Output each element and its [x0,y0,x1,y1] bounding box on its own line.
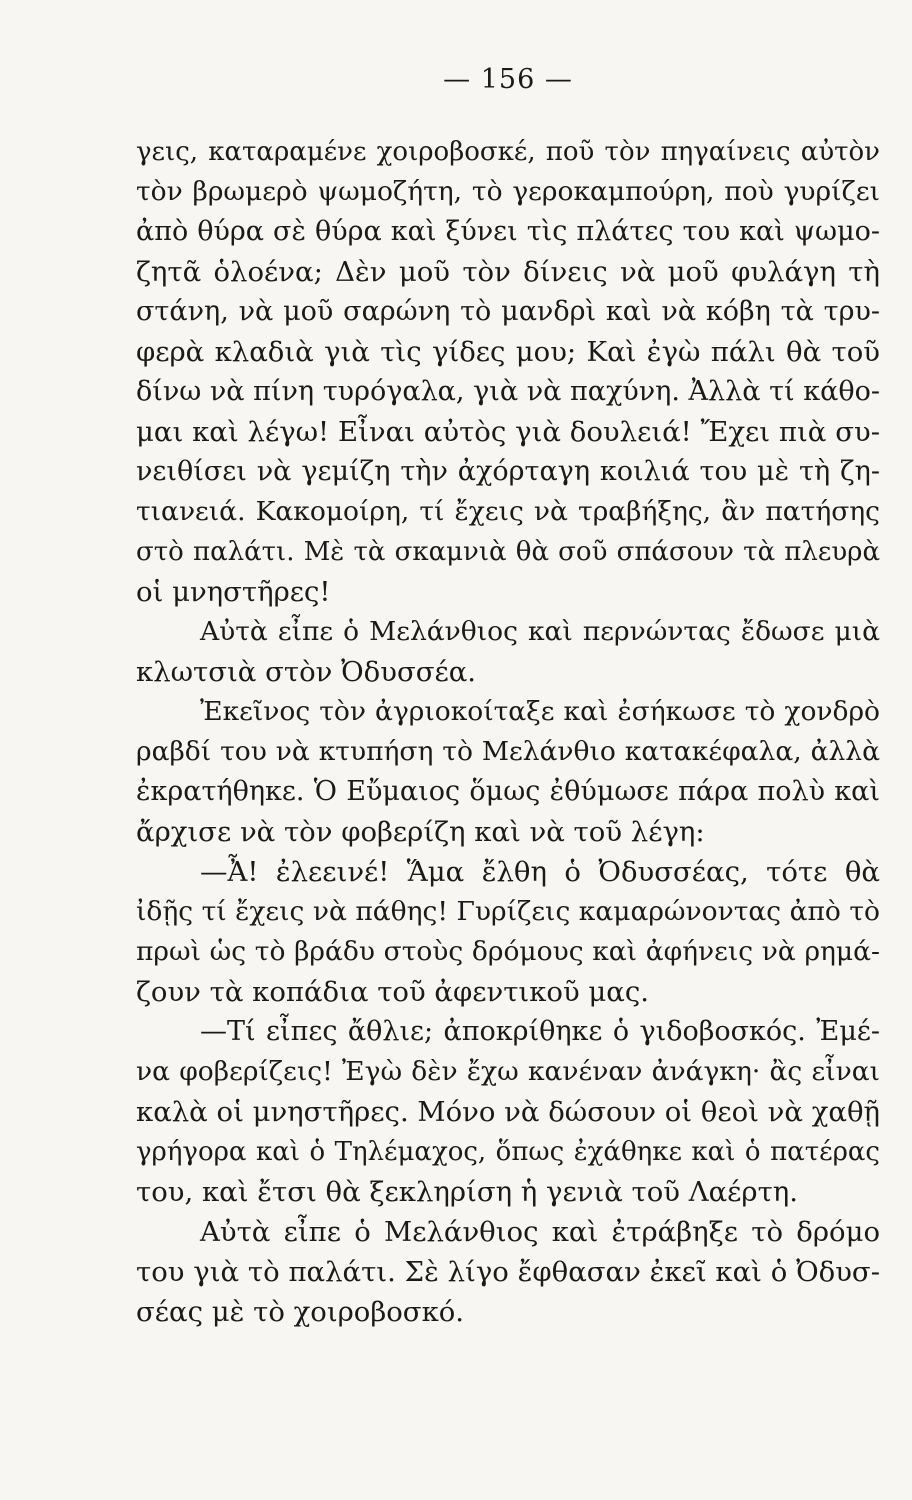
text-line: ἀπὸ θύρα σὲ θύρα καὶ ξύνει τὶς πλάτες του καὶ ψωμο- [136,216,880,247]
text-line: νειθίσει νὰ γεμίζη τὴν ἀχόρταγη κοιλιά του μὲ τὴ ζη- [136,456,880,487]
text-line: Αὐτὰ εἶπε ὁ Μελάνθιος καὶ ἐτράβηξε τὸ δρόμο [200,1216,880,1248]
text-line: δίνω νὰ πίνη τυρόγαλα, γιὰ νὰ παχύνη. Ἀλλὰ τί κάθο- [136,376,880,407]
text-line: στάνη, νὰ μοῦ σαρώνη τὸ μανδρὶ καὶ νὰ κόβη τὰ τρυ- [136,296,880,327]
book-page [136,60,880,1460]
text-line: κλωτσιὰ στὸν Ὀδυσσέα. [136,656,477,688]
body-text [136,132,880,1332]
text-line: Ἐκεῖνος τὸν ἀγριοκοίταξε καὶ ἐσήκωσε τὸ χονδρὸ [200,696,880,727]
text-line: μαι καὶ λέγω! Εἶναι αὐτὸς γιὰ δουλειά! Ἔχει πιὰ συ- [136,416,880,448]
text-line: ἰδῇς τί ἔχεις νὰ πάθης! Γυρίζεις καμαρώνοντας ἀπὸ τὸ [136,896,880,927]
text-line: στὸ παλάτι. Μὲ τὰ σκαμνιὰ θὰ σοῦ σπάσουν τὰ πλευρὰ [136,537,880,567]
text-line: ζητᾶ ὁλοένα; Δὲν μοῦ τὸν δίνεις νὰ μοῦ φυλάγη τὴ [136,256,880,288]
text-line: ἐκρατήθηκε. Ὁ Εὔμαιος ὅμως ἐθύμωσε πάρα πολὺ καὶ [136,776,880,807]
text-line: γεις, καταραμένε χοιροβοσκέ, ποῦ τὸν πηγαίνεις αὐτὸν [136,137,880,167]
text-line: φερὰ κλαδιὰ γιὰ τὶς γίδες μου; Καὶ ἐγὼ πάλι θὰ τοῦ [136,336,880,368]
text-line: Αὐτὰ εἶπε ὁ Μελάνθιος καὶ περνώντας ἔδωσε μιὰ [200,616,880,647]
text-line: οἱ μνηστῆρες! [136,576,331,608]
text-line: ραβδί του νὰ κτυπήση τὸ Μελάνθιο κατακέφαλα, ἀλλὰ [136,736,880,767]
text-line: πρωὶ ὡς τὸ βράδυ στοὺς δρόμους καὶ ἀφήνεις νὰ ρημά- [136,936,880,967]
text-line: ἄρχισε νὰ τὸν φοβερίζη καὶ νὰ τοῦ λέγη: [136,816,705,848]
text-line: τιανειά. Κακομοίρη, τί ἔχεις νὰ τραβήξης, ἂν πατήσης [136,496,880,527]
text-line: καλὰ οἱ μνηστῆρες. Μόνο νὰ δώσουν οἱ θεοὶ νὰ χαθῇ [136,1096,880,1128]
text-line: να φοβερίζεις! Ἐγὼ δὲν ἔχω κανέναν ἀνάγκη· ἂς εἶναι [136,1056,880,1087]
text-line: γρήγορα καὶ ὁ Τηλέμαχος, ὅπως ἐχάθηκε καὶ ὁ πατέρας [136,1137,880,1167]
text-line: —Ἆ! ἐλεεινέ! Ἅμα ἔλθη ὁ Ὀδυσσέας, τότε θὰ [200,856,880,888]
text-line: του, καὶ ἔτσι θὰ ξεκληρίση ἡ γενιὰ τοῦ Λαέρτη. [136,1176,799,1208]
text-line: σέας μὲ τὸ χοιροβοσκό. [136,1296,465,1328]
text-line: ζουν τὰ κοπάδια τοῦ ἀφεντικοῦ μας. [136,976,650,1008]
page-number: — 156 — [443,64,573,95]
text-line: τὸν βρωμερὸ ψωμοζήτη, τὸ γεροκαμπούρη, ποὺ γυρίζει [136,176,880,207]
text-line: του γιὰ τὸ παλάτι. Σὲ λίγο ἔφθασαν ἐκεῖ καὶ ὁ Ὀδυσ- [136,1256,880,1288]
text-line: —Τί εἶπες ἄθλιε; ἀποκρίθηκε ὁ γιδοβοσκός. Ἐμέ- [200,1016,880,1047]
